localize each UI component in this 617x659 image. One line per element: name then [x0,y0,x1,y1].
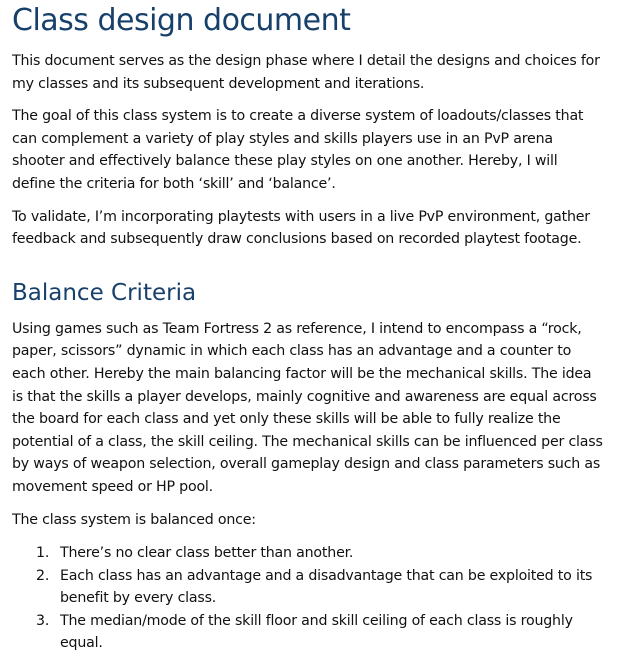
list-item [12,542,605,565]
list-item-number: 2. [36,567,50,584]
intro-paragraph-1: This document serves as the design phase where I detail the designs and choices for my classes and its subsequent development and iterations. [12,53,600,92]
list-item-text: The median/mode of the skill floor and skill ceiling of each class is roughly equal. [60,612,573,652]
list-item-number: 3. [36,612,50,629]
intro-paragraph-3: To validate, I’m incorporating playtests with users in a live PvP environment, gather feedback and subsequently draw conclusions based on recorded playtest footage. [12,208,590,248]
intro-paragraph-2: The goal of this class system is to create a diverse system of loadouts/classes that can complement a variety of play styles and skills players use in an PvP arena shooter and effectively balance these play styles on one another. Hereby, I will define the criteria for both ‘skill’ and ‘balance’. [12,108,584,192]
list-item-number: 1. [36,545,50,562]
list-item [12,565,605,610]
document-title: Class design document [12,3,351,38]
balance-section [12,278,605,308]
list-item [12,610,605,655]
list-item-text: There’s no clear class better than another. [60,545,354,562]
section-heading-balance-criteria: Balance Criteria [12,279,197,306]
balance-paragraph: Using games such as Team Fortress 2 as reference, I intend to encompass a “rock, paper, scissors” dynamic in which each class has an advantage and a counter to each other. Hereby the main balancing factor will be the mechanical skills. The idea is that the skills a player develops, mainly cognitive and awareness are equal across the board for each class and yet only these skills will be able to fully realize the potential of a class, the skill ceiling. The mechanical skills can be influenced per class by ways of weapon selection, overall gameplay design and class parameters such as movement speed or HP pool. [12,320,603,495]
list-item-text: Each class has an advantage and a disadvantage that can be exploited to its benefit by every class. [60,567,593,607]
balance-criteria-list [12,542,605,655]
balance-list-intro: The class system is balanced once: [12,511,256,528]
